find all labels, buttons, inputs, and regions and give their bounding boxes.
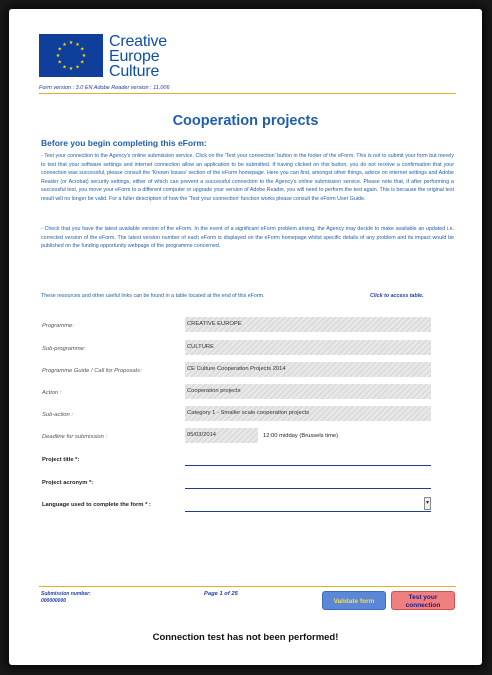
acronym-input[interactable] xyxy=(185,476,431,489)
eform-page xyxy=(9,9,482,665)
header-divider xyxy=(39,93,456,94)
eu-flag-icon xyxy=(39,34,103,77)
instruction-paragraph-2: - Check that you have the latest available version of the eForm. In the event of a significant eForm problem arising, the Agency may decide to make available an updated i.e. corrected version of the eForm. The latest version number of each eForm is displayed on the eForm homepage whilst specific details of any problem and its impact would be published on the funding opportunity webpage of the programme concerned. xyxy=(41,226,454,249)
submission-number-value: 000000000 xyxy=(41,598,67,604)
subprogramme-label: Sub-programme: xyxy=(42,346,86,352)
page-title: Cooperation projects xyxy=(172,113,319,129)
logo-line-2: Europe xyxy=(109,48,160,65)
test-connection-line-2: connection xyxy=(405,602,441,609)
before-heading: Before you begin completing this eForm: xyxy=(41,138,207,148)
deadline-label: Deadline for submission : xyxy=(42,434,108,440)
star-icon: ★ xyxy=(68,40,74,47)
acronym-label: Project acronym *: xyxy=(42,480,94,486)
footer-divider xyxy=(39,586,456,587)
language-select[interactable] xyxy=(185,496,431,512)
star-icon: ★ xyxy=(55,53,61,60)
deadline-time: 12:00 midday (Brussels time) xyxy=(263,433,339,439)
submission-number-label: Submission number: xyxy=(41,591,91,597)
star-icon: ★ xyxy=(80,46,85,53)
acronym-row xyxy=(9,474,482,492)
action-field: Cooperation projects xyxy=(185,384,431,399)
subaction-row xyxy=(9,406,482,424)
guide-field: CE Culture Cooperation Projects 2014 xyxy=(185,362,431,377)
subaction-label: Sub-action : xyxy=(42,412,73,418)
language-row xyxy=(9,496,482,514)
star-icon: ★ xyxy=(81,53,87,60)
star-icon: ★ xyxy=(68,66,74,73)
test-connection-button[interactable] xyxy=(391,591,455,610)
language-label: Language used to complete the form * : xyxy=(42,502,151,508)
programme-label: Programme: xyxy=(42,323,74,329)
access-table-link[interactable]: Click to access table. xyxy=(370,293,424,299)
star-icon: ★ xyxy=(57,46,62,53)
project-title-row xyxy=(9,451,482,469)
resources-text: These resources and other useful links can be found in a table located at the end of this eForm. xyxy=(41,293,265,299)
logo-line-3: Culture xyxy=(109,63,160,80)
validate-form-button[interactable]: Validate form xyxy=(322,591,386,610)
project-title-label: Project title *: xyxy=(42,457,80,463)
star-icon: ★ xyxy=(62,41,67,48)
programme-field: CREATIVE EUROPE xyxy=(185,317,431,332)
star-icon: ★ xyxy=(57,59,62,66)
guide-row xyxy=(9,362,482,380)
chevron-down-icon[interactable]: ▾ xyxy=(424,497,431,510)
action-label: Action : xyxy=(42,390,62,396)
guide-label: Programme Guide / Call for Proposals: xyxy=(42,368,142,374)
deadline-row xyxy=(9,428,482,446)
subprogramme-row xyxy=(9,340,482,358)
star-icon: ★ xyxy=(75,64,80,71)
star-icon: ★ xyxy=(75,41,80,48)
test-connection-line-1: Test your xyxy=(408,594,438,601)
page-indicator: Page 1 of 25 xyxy=(204,591,238,597)
connection-status-message: Connection test has not been performed! xyxy=(152,632,339,643)
programme-row xyxy=(9,317,482,335)
subaction-field: Category 1 - Smaller scale cooperation projects xyxy=(185,406,431,421)
subprogramme-field: CULTURE xyxy=(185,340,431,355)
creative-europe-logo xyxy=(39,34,167,79)
deadline-field: 05/03/2014 xyxy=(185,428,258,443)
instruction-paragraph-1: - Test your connection to the Agency's online submission service. Click on the 'Test your connection' button in the footer of the eForm. This is not to submit your form but merely to test that your software settings and internet connection allow an application to be submitted. If having clicked on this button, you do not receive a confirmation that your connection was successful, please consult the 'Known Issues' section of the eForm homepage. Here you can find, amongst other things, advice on internet settings and Adobe Reader (or Acrobat) security settings, either of which can prevent a successful connection to the Agency's online submission service. Please note that, if after performing a successful test, you move your eForm to a different computer or upgrade your version of Adobe Reader, you will need to perform the test again. This is because the original test result will no longer be valid. For a fuller description of how the 'Test your connection' function works please consult the eForm User Guide. xyxy=(41,153,454,202)
logo-line-1: Creative xyxy=(109,33,167,50)
action-row xyxy=(9,384,482,402)
form-version: Form version : 3.0 EN Adobe Reader version : 11.006 xyxy=(39,85,170,91)
star-icon: ★ xyxy=(62,64,67,71)
project-title-input[interactable] xyxy=(185,453,431,466)
star-icon: ★ xyxy=(80,59,85,66)
